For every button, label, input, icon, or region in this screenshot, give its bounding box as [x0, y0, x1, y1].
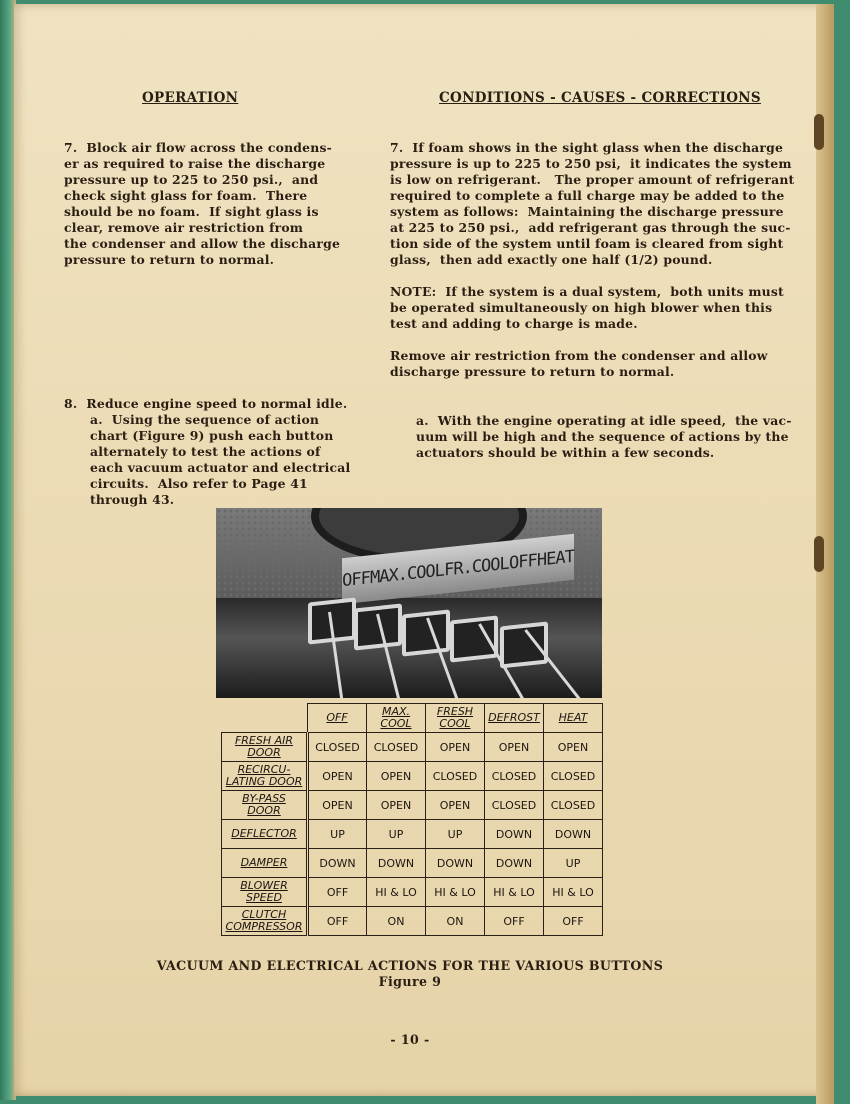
- panel-label: OFF: [342, 568, 370, 592]
- column-header: DEFROST: [485, 704, 544, 733]
- row-header: CLUTCH COMPRESSOR: [222, 907, 308, 936]
- figure-caption-title: VACUUM AND ELECTRICAL ACTIONS FOR THE VARIOUS BUTTONS: [156, 958, 664, 973]
- table-cell: DOWN: [485, 849, 544, 878]
- push-button: [402, 609, 450, 656]
- panel-label: OFF: [508, 550, 537, 574]
- table-cell: OPEN: [308, 762, 367, 791]
- left-step-8a: a. Using the sequence of action chart (Figure 9) push each button alternately to test the actions of each vacuum actuator and electrical circuits. Also refer to Page 41 through 43.: [90, 412, 351, 507]
- row-header: DAMPER: [222, 849, 308, 878]
- table-row: [222, 791, 603, 820]
- table-cell: CLOSED: [485, 791, 544, 820]
- table-cell: HI & LO: [485, 878, 544, 907]
- panel-label: MAX.COOL: [370, 560, 444, 589]
- table-cell: ON: [426, 907, 485, 936]
- table-cell: UP: [308, 820, 367, 849]
- push-button: [354, 603, 402, 650]
- table-cell: UP: [367, 820, 426, 849]
- left-step-7: 7. Block air flow across the condens- er as required to raise the discharge pressure up to 225 to 250 psi., and check sight glass for foam. There should be no foam. If sight glass is clear, remove air restriction from the condenser and allow the discharge pressure to return to normal.: [64, 140, 341, 267]
- table-cell: OFF: [308, 878, 367, 907]
- table-cell: OFF: [544, 907, 603, 936]
- left-step-8-block: [64, 396, 364, 508]
- binder-hole: [814, 536, 824, 572]
- push-button: [500, 621, 548, 668]
- table-cell: CLOSED: [426, 762, 485, 791]
- panel-label: FR.COOL: [444, 553, 509, 581]
- action-chart-table: [221, 703, 603, 936]
- table-cell: DOWN: [308, 849, 367, 878]
- right-remove-restriction: Remove air restriction from the condenser and allow discharge pressure to return to normal.: [390, 348, 768, 379]
- table-cell: CLOSED: [544, 791, 603, 820]
- right-step-8a: a. With the engine operating at idle speed, the vac- uum will be high and the sequence of actions by the actuators should be within a few seconds.: [416, 413, 792, 460]
- left-step-8: 8. Reduce engine speed to normal idle.: [64, 396, 348, 411]
- column-header: OFF: [308, 704, 367, 733]
- table-cell: OPEN: [544, 733, 603, 762]
- table-header-row: [222, 704, 603, 733]
- table-corner: [222, 704, 308, 733]
- table-cell: OFF: [308, 907, 367, 936]
- header-conditions: CONDITIONS - CAUSES - CORRECTIONS: [439, 90, 761, 106]
- column-header: FRESH COOL: [426, 704, 485, 733]
- table-row: [222, 820, 603, 849]
- control-panel-photo: [216, 508, 602, 698]
- table-cell: OPEN: [426, 791, 485, 820]
- right-note: NOTE: If the system is a dual system, both units must be operated simultaneously on high blower when this test and adding to charge is made.: [390, 284, 784, 331]
- column-header: MAX. COOL: [367, 704, 426, 733]
- row-header: BY-PASS DOOR: [222, 791, 308, 820]
- table-cell: ON: [367, 907, 426, 936]
- table-cell: OPEN: [367, 791, 426, 820]
- table-cell: OPEN: [426, 733, 485, 762]
- table-cell: CLOSED: [308, 733, 367, 762]
- row-header: FRESH AIR DOOR: [222, 733, 308, 762]
- left-column: [64, 140, 364, 284]
- row-header: BLOWER SPEED: [222, 878, 308, 907]
- panel-label: HEAT: [536, 546, 574, 571]
- right-step-7: 7. If foam shows in the sight glass when the discharge pressure is up to 225 to 250 psi, it indicates the system is low on refrigerant. The proper amount of refrigerant required to complete a full charge may be added to the system as follows: Maintaining the discharge pressure at 225 to 250 psi., add refrigerant gas through the suc- tion side of the system until foam is cleared from sight glass, then add exactly one half (1/2) pound.: [390, 140, 795, 267]
- table-row: [222, 907, 603, 936]
- table-cell: CLOSED: [485, 762, 544, 791]
- right-column: [390, 140, 810, 396]
- row-header: RECIRCU- LATING DOOR: [222, 762, 308, 791]
- column-header: HEAT: [544, 704, 603, 733]
- table-cell: OPEN: [485, 733, 544, 762]
- binder-hole: [814, 114, 824, 150]
- table-cell: DOWN: [426, 849, 485, 878]
- row-header: DEFLECTOR: [222, 820, 308, 849]
- table-cell: DOWN: [544, 820, 603, 849]
- table-row: [222, 762, 603, 791]
- table-cell: HI & LO: [426, 878, 485, 907]
- table-cell: OPEN: [367, 762, 426, 791]
- table-cell: UP: [426, 820, 485, 849]
- table-cell: DOWN: [367, 849, 426, 878]
- table-cell: CLOSED: [544, 762, 603, 791]
- table-row: [222, 878, 603, 907]
- push-button: [450, 615, 498, 662]
- table-cell: OFF: [485, 907, 544, 936]
- table-row: [222, 849, 603, 878]
- table-cell: UP: [544, 849, 603, 878]
- figure-caption-number: Figure 9: [378, 974, 442, 989]
- table-row: [222, 733, 603, 762]
- table-cell: CLOSED: [367, 733, 426, 762]
- page-number: - 10 -: [390, 1032, 430, 1047]
- push-button-row: [308, 592, 598, 652]
- table-cell: HI & LO: [367, 878, 426, 907]
- table-cell: HI & LO: [544, 878, 603, 907]
- header-operation: OPERATION: [142, 90, 239, 106]
- table-cell: DOWN: [485, 820, 544, 849]
- table-cell: OPEN: [308, 791, 367, 820]
